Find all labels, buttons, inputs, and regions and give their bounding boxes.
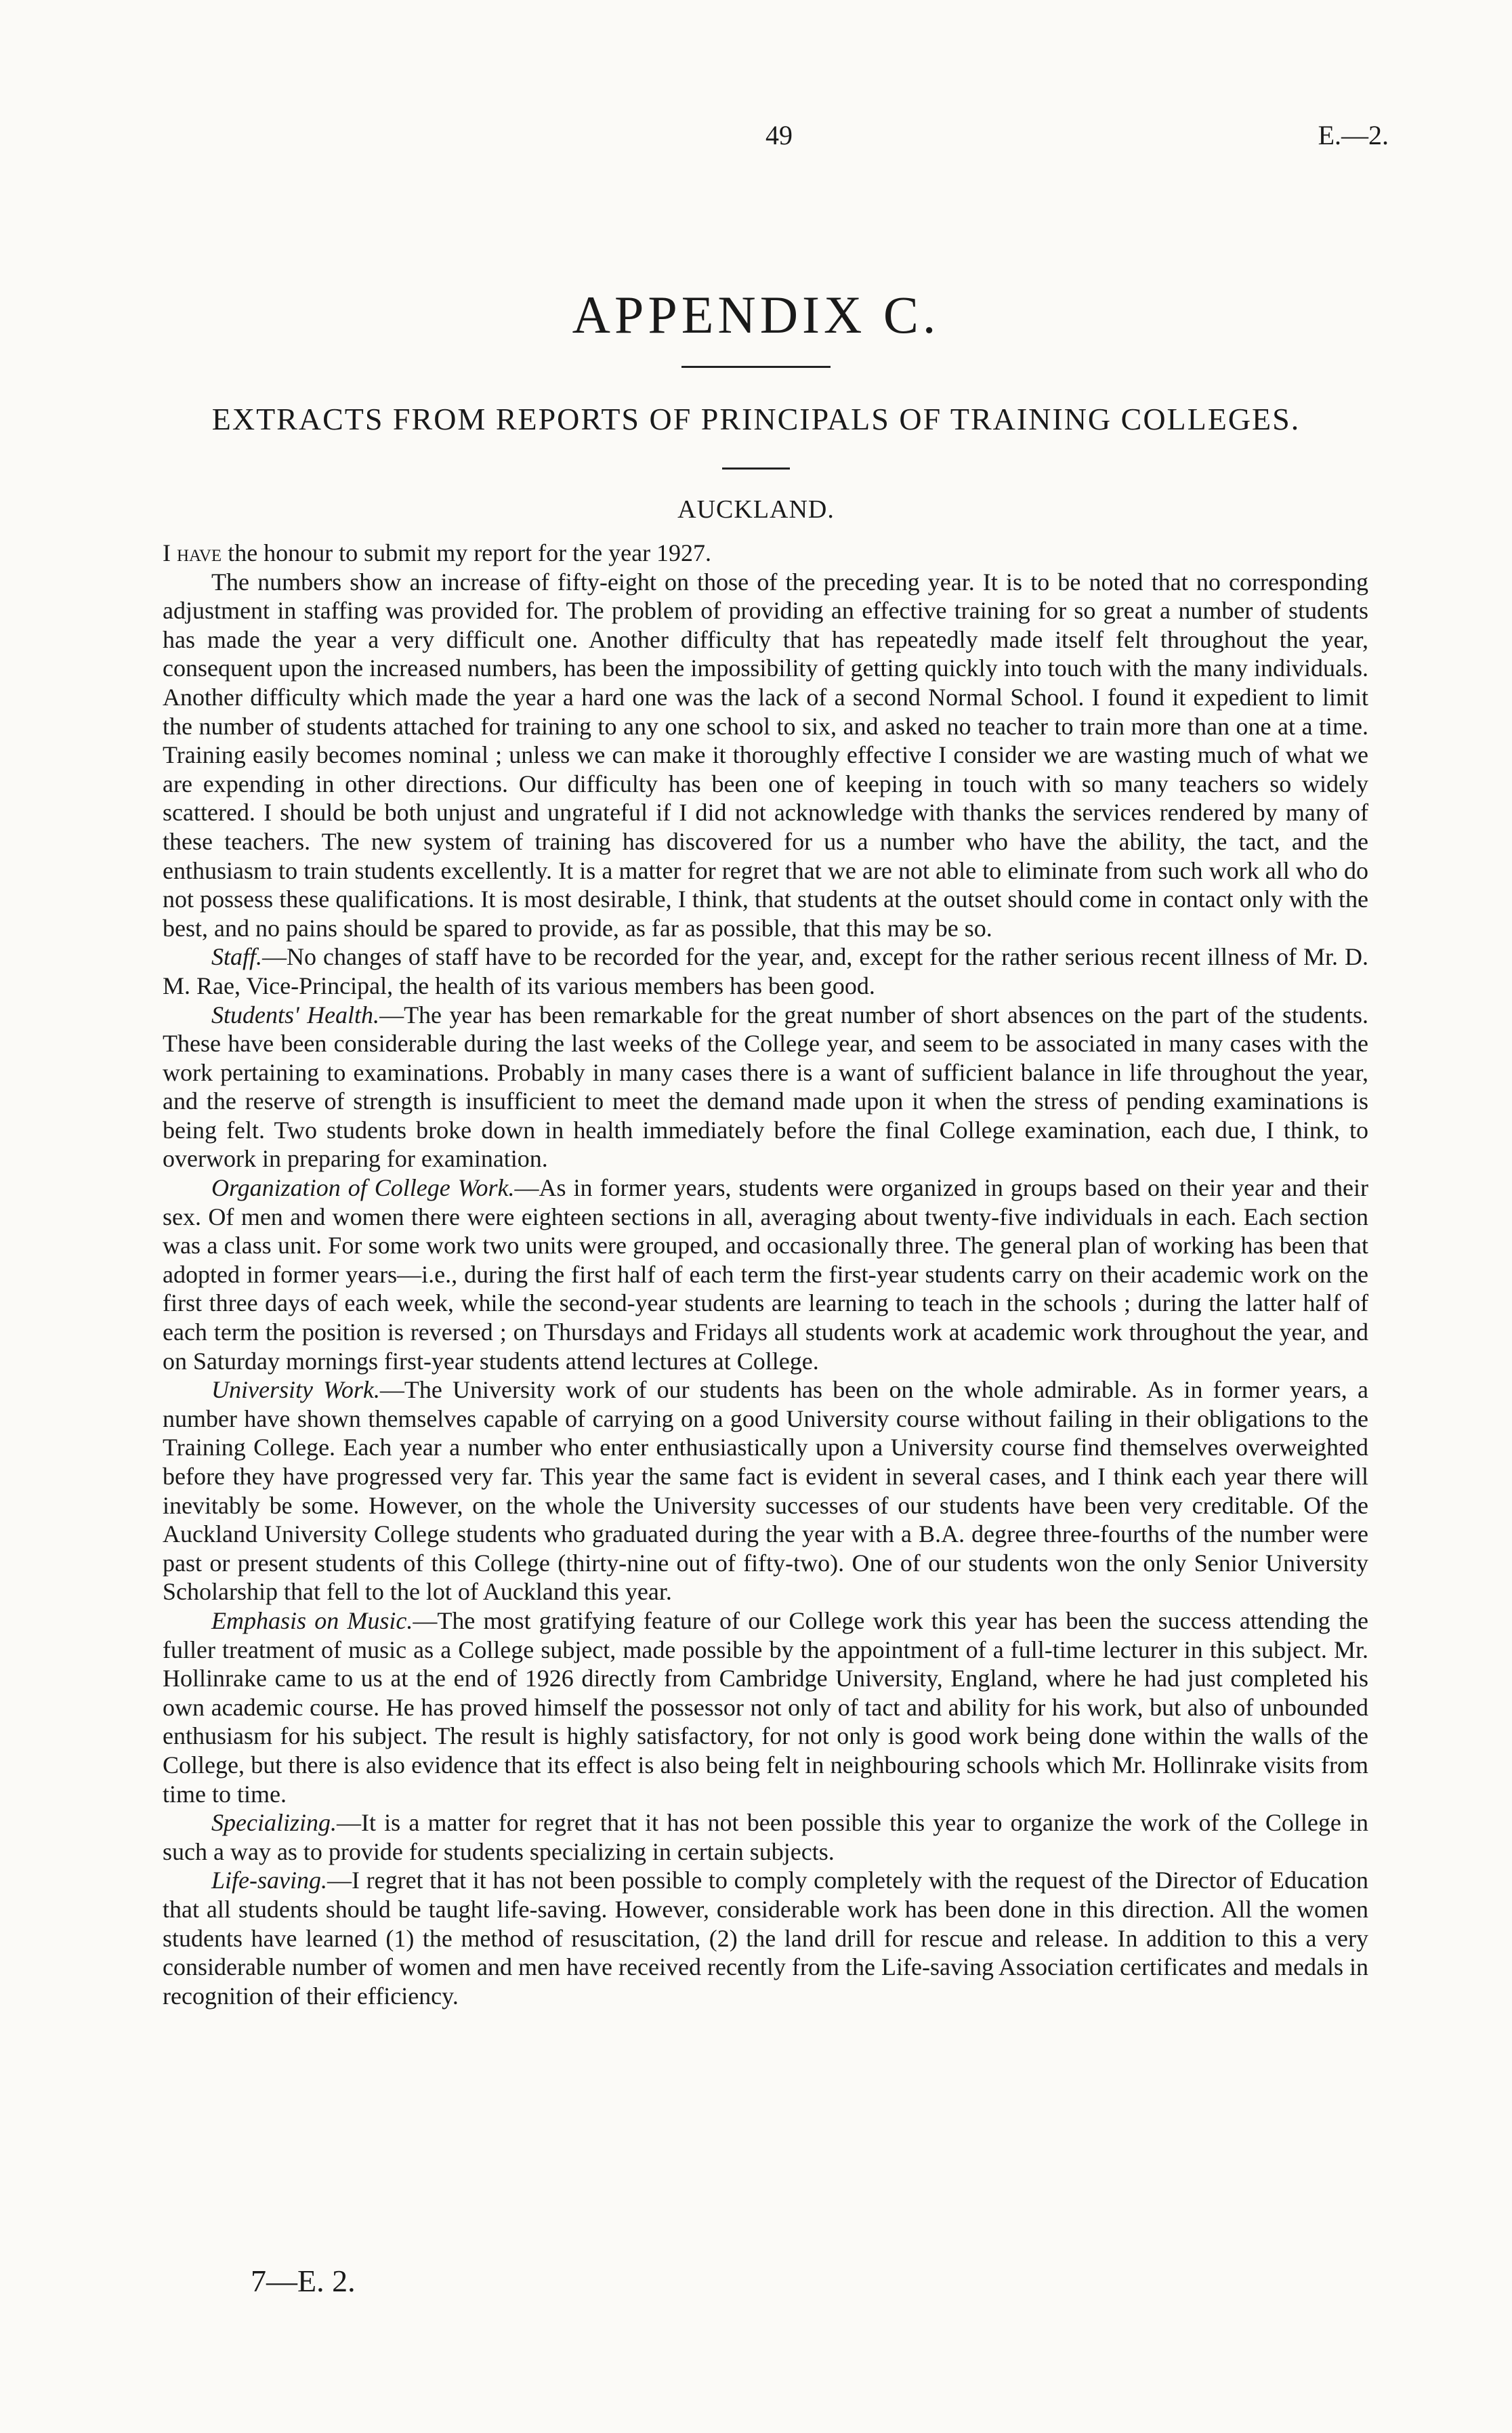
paragraph-heading: University Work. xyxy=(211,1376,380,1404)
paragraph-text: —No changes of staff have to be recorded for the year, and, except for the rather serious recent illness of Mr. D. M. Rae, Vice-Principal, the health of its various members has been good. xyxy=(163,943,1368,999)
paragraph-text: —It is a matter for regret that it has not been possible this year to organize the work of the College in such a way as to provide for students specializing in certain subjects. xyxy=(163,1809,1368,1865)
paragraph-specializing xyxy=(163,1808,1368,1866)
paragraph-heading: Staff. xyxy=(211,943,263,971)
paragraph-heading: Specializing. xyxy=(211,1809,337,1837)
paragraph-text: —I regret that it has not been possible to comply completely with the request of the Director of Education that all students should be taught life-saving. However, considerable work has been done in this direction. All the women students have learned (1) the method of resuscitation, (2) the land drill for rescue and release. In addition to this a very considerable number of women and men have received recently from the Life-saving Association certificates and medals in recognition of their efficiency. xyxy=(163,1867,1368,2010)
intro-text: the honour to submit my report for the year 1927. xyxy=(222,539,712,566)
subtitle-divider xyxy=(722,467,790,470)
paragraph-text: —As in former years, students were organized in groups based on their year and their sex. Of men and women there were eighteen sections in all, averaging about twenty-five individuals in each. Each section was a class unit. For some work two units were grouped, and occasionally three. The general plan of working has been that adopted in former years—i.e., during the first half of each term the first-year students carry on their academic work on the first three days of each week, while the second-year students are learning to teach in the schools ; during the latter half of each term the position is reversed ; on Thursdays and Fridays all students work at academic work throughout the year, and on Saturday mornings first-year students attend lectures at College. xyxy=(163,1174,1368,1375)
paragraph-text: —The University work of our students has been on the whole admirable. As in former years, a number have shown themselves capable of carrying on a good University course without failing in their obligations to the Training College. Each year a number who enter enthusiastically upon a University course find themselves overweighted before they have progressed very far. This year the same fact is evident in several cases, and I think each year there will inevitably be some. However, on the whole the University successes of our students have been very creditable. Of the Auckland University College students who graduated during the year with a B.A. degree three-fourths of the number were past or present students of this College (thirty-nine out of fifty-two). One of our students won the only Senior University Scholarship that fell to the lot of Auckland this year. xyxy=(163,1376,1368,1606)
page-number: 49 xyxy=(765,120,793,150)
paragraph-life-saving xyxy=(163,1866,1368,2010)
paragraph-text: —The most gratifying feature of our College work this year has been the success attending the fuller treatment of music as a College subject, made possible by the appointment of a full-time lecturer in this subject. Mr. Hollinrake came to us at the end of 1926 directly from Cambridge University, England, where he had just completed his own academic course. He has proved himself the possessor not only of tact and ability for his work, but also of unbounded enthusiasm for his subject. The result is highly satisfactory, for not only is good work being done within the walls of the College, but there is also evidence that its effect is also being felt in neighbouring schools which Mr. Hollinrake visits from time to time. xyxy=(163,1606,1368,1808)
paragraph-organization xyxy=(163,1173,1368,1375)
paragraph-students-health xyxy=(163,1001,1368,1174)
appendix-title: APPENDIX C. xyxy=(572,285,940,344)
appendix-subtitle: EXTRACTS FROM REPORTS OF PRINCIPALS OF TRAINING COLLEGES. xyxy=(211,402,1301,436)
report-body xyxy=(163,539,1368,2010)
paragraph-numbers xyxy=(163,568,1368,943)
intro-lead: I have xyxy=(163,539,222,566)
paragraph-heading: Life-saving. xyxy=(211,1867,327,1894)
paragraph-heading: Emphasis on Music. xyxy=(211,1606,413,1634)
title-divider xyxy=(681,366,831,368)
signature-mark: 7—E. 2. xyxy=(251,2264,356,2298)
paragraph-text: —The year has been remarkable for the great number of short absences on the part of the students. These have been considerable during the last weeks of the College year, and seem to be associated in many cases with the work pertaining to examinations. Probably in many cases there is a want of sufficient balance in life throughout the year, and the reserve of strength is insufficient to meet the demand made upon it when the stress of pending examinations is being felt. Two students broke down in health immediately before the final College examination, each due, I think, to overwork in preparing for examination. xyxy=(163,1001,1369,1173)
paragraph-heading: Organization of College Work. xyxy=(211,1174,515,1202)
intro-paragraph xyxy=(163,539,1368,568)
paragraph-music xyxy=(163,1606,1368,1808)
paragraph-university-work xyxy=(163,1375,1368,1606)
report-reference: E.—2. xyxy=(1318,120,1389,150)
section-heading: AUCKLAND. xyxy=(677,495,835,524)
paragraph-staff xyxy=(163,942,1368,1000)
paragraph-heading: Students' Health. xyxy=(211,1001,380,1028)
paragraph-text: The numbers show an increase of fifty-eight on those of the preceding year. It is to be noted that no corresponding adjustment in staffing was provided for. The problem of providing an effective training for so great a number of students has made the year a very difficult one. Another difficulty that has repeatedly made itself felt throughout the year, consequent upon the increased numbers, has been the impossibility of getting quickly into touch with the many individuals. Another difficulty which made the year a hard one was the lack of a second Normal School. I found it expedient to limit the number of students attached for training to any one school to six, and asked no teacher to train more than one at a time. Training easily becomes nominal ; unless we can make it thoroughly effective I consider we are wasting much of what we are expending in other directions. Our difficulty has been one of keeping in touch with so many teachers so widely scattered. I should be both unjust and ungrateful if I did not acknowledge with thanks the services rendered by many of these teachers. The new system of training has discovered for us a number who have the ability, the tact, and the enthusiasm to train students excellently. It is a matter for regret that we are not able to eliminate from such work all who do not possess these qualifications. It is most desirable, I think, that students at the outset should come in contact only with the best, and no pains should be spared to provide, as far as possible, that this may be so. xyxy=(163,568,1368,942)
